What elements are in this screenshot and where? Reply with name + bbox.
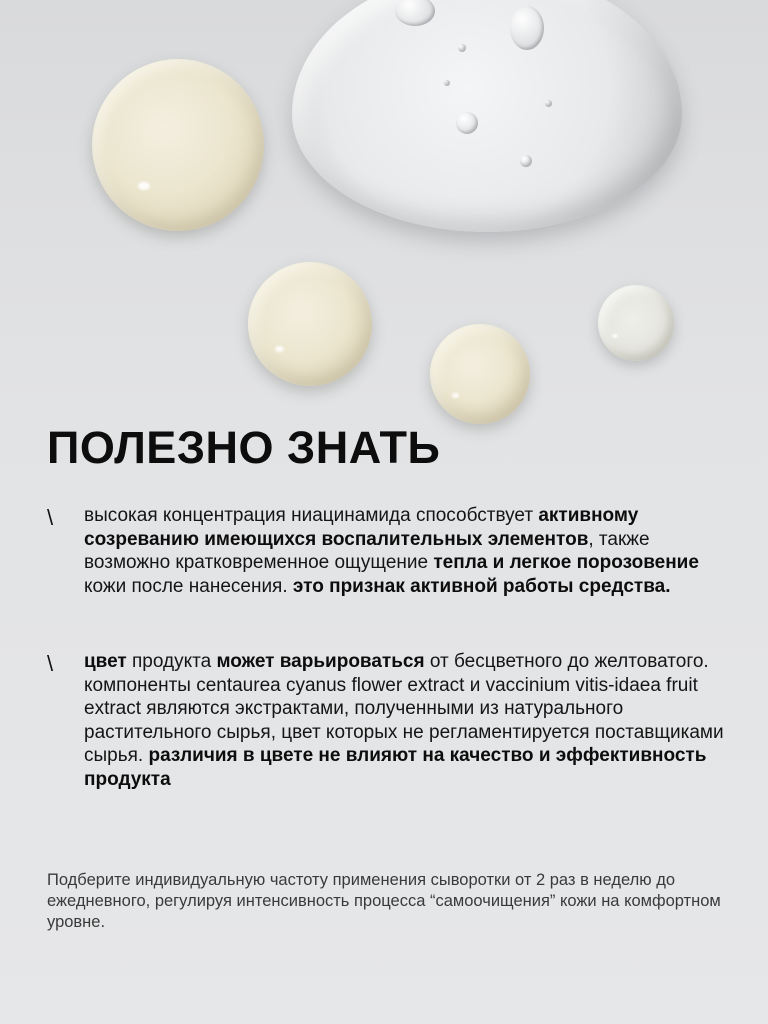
text-part: кожи после нанесения. [84, 575, 293, 597]
clear-serum-drop-small [598, 285, 674, 361]
air-bubble [510, 6, 544, 50]
large-clear-serum-drop [292, 0, 682, 232]
cream-serum-drop-small [430, 324, 530, 424]
text-part-bold: тепла и легкое порозовение [433, 552, 699, 573]
air-bubble [456, 112, 478, 134]
info-section-niacinamide [47, 504, 737, 598]
drop-highlight [138, 182, 150, 190]
air-bubble [444, 80, 450, 86]
text-part: , также возможно кратковременное ощущение [84, 528, 650, 573]
section-text [84, 650, 737, 791]
backslash-bullet-icon: \ [47, 505, 54, 530]
drop-highlight [612, 334, 618, 338]
text-part-bold: активному созреванию имеющихся воспалительных элементов [84, 505, 639, 550]
air-bubble [458, 44, 466, 52]
text-part-bold: это признак активной работы средства. [292, 575, 671, 597]
backslash-bullet-icon: \ [47, 651, 54, 676]
text-part: продукта [126, 651, 217, 672]
drop-highlight [275, 346, 284, 352]
text-part-bold: может варьироваться [216, 651, 425, 672]
air-bubble [520, 155, 532, 167]
text-part-bold: различия в цвете не влияют на качество и эффективность продукта [84, 745, 707, 790]
usage-note: Подберите индивидуальную частоту применения сыворотки от 2 раз в неделю до ежедневного, регулируя интенсивность процесса “самоочищения” кожи на комфортном уровне. [47, 871, 721, 931]
info-section-color [47, 650, 737, 791]
page-title: ПОЛЕЗНО ЗНАТЬ [47, 422, 441, 473]
text-part: высокая концентрация ниацинамида способствует [84, 505, 539, 526]
drop-highlight [452, 393, 459, 398]
section-text [84, 504, 737, 598]
cream-serum-drop-medium [248, 262, 372, 386]
text-part: от бесцветного до желтоватого. компоненты centaurea cyanus flower extract и vaccinium vitis-idaea fruit extract являются экстрактами, полученными из натурального растительного сырья, цвет которых не регламентируется поставщиками сырья. [84, 651, 724, 766]
text-part-bold: цвет [84, 651, 127, 672]
air-bubble [545, 100, 552, 107]
cream-serum-drop-large [92, 59, 264, 231]
